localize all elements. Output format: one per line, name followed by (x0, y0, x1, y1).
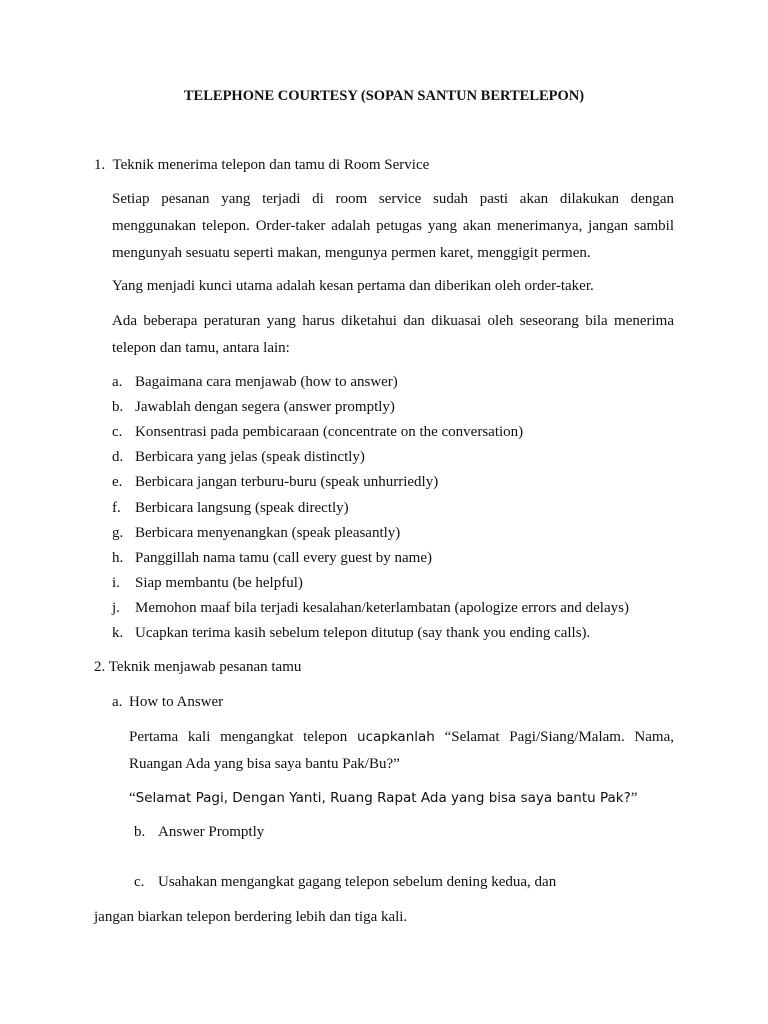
subsection-c-label: c. (134, 874, 145, 890)
list-item (112, 551, 432, 566)
list-item-label: g. (112, 524, 124, 541)
section-2-heading: 2. Teknik menjawab pesanan tamu (94, 659, 302, 675)
subsection-b-title: Answer Promptly (158, 824, 265, 840)
list-item-text: Memohon maaf bila terjadi kesalahan/keterlambatan (apologize errors and delays) (135, 599, 629, 616)
example-greeting (129, 791, 637, 806)
list-item-label: i. (112, 574, 120, 591)
list-item (112, 501, 349, 516)
section-1-heading (94, 158, 429, 173)
section-1-paragraph-1: Setiap pesanan yang terjadi di room service sudah pasti akan dilakukan dengan menggunakan telepon. Order-taker adalah petugas yang akan menerimanya, jangan sambil mengunyah sesuatu seperti makan, mengunya permen karet, menggigit permen. (112, 191, 674, 261)
subsection-b-heading (134, 825, 264, 840)
list-item-text: Konsentrasi pada pembicaraan (concentrate on the conversation) (135, 424, 524, 441)
section-1-paragraph-2: Yang menjadi kunci utama adalah kesan pertama dan diberikan oleh order-taker. (112, 278, 594, 294)
section-1-paragraph-3: Ada beberapa peraturan yang harus diketahui dan dikuasai oleh seseorang bila menerima telepon dan tamu, antara lain: (112, 313, 674, 356)
subsection-a-paragraph-part2: ucapkanlah (357, 729, 435, 745)
subsection-c-body: Usahakan mengangkat gagang telepon sebelum dening kedua, dan (158, 874, 557, 890)
list-item (112, 475, 438, 490)
list-item-label: e. (112, 474, 123, 491)
section-1-heading-text: Teknik menerima telepon dan tamu di Room Service (112, 157, 430, 173)
subsection-a-paragraph-part3: “Selamat Pagi/Siang/Malam. Nama, Ruangan Ada yang bisa saya bantu Pak/Bu?” (129, 729, 674, 772)
list-item (112, 450, 365, 465)
list-item (112, 601, 629, 616)
list-item-text: Berbicara yang jelas (speak distinctly) (135, 449, 365, 466)
list-item-text: Bagaimana cara menjawab (how to answer) (135, 374, 398, 390)
example-quote-close: ” (630, 790, 638, 806)
list-item-text: Siap membantu (be helpful) (135, 574, 303, 591)
list-item (112, 375, 398, 390)
list-item-label: b. (112, 399, 124, 416)
list-item-label: k. (112, 625, 124, 641)
list-item-label: f. (112, 499, 121, 516)
subsection-c-text (134, 875, 556, 890)
list-item-text: Jawablah dengan segera (answer promptly) (135, 399, 395, 416)
list-item (112, 576, 303, 591)
list-item (112, 400, 395, 415)
list-item-text: Berbicara langsung (speak directly) (135, 499, 349, 516)
list-item-label: d. (112, 449, 124, 466)
list-item-label: j. (112, 599, 120, 616)
list-item-label: c. (112, 424, 123, 441)
continuation-text: jangan biarkan telepon berdering lebih dan tiga kali. (94, 909, 408, 925)
section-1-number: 1. (94, 157, 106, 173)
example-greeting-text: Selamat Pagi, Dengan Yanti, Ruang Rapat Ada yang bisa saya bantu Pak? (135, 790, 631, 806)
subsection-a-label: a. (112, 694, 123, 710)
subsection-a-paragraph-part1: Pertama kali mengangkat telepon (129, 729, 358, 745)
list-item (112, 425, 523, 440)
example-quote-open: “ (129, 790, 136, 806)
subsection-a-paragraph (129, 724, 674, 778)
list-item-label: a. (112, 374, 123, 390)
subsection-a-title: How to Answer (129, 694, 224, 710)
list-item-text: Berbicara jangan terburu-buru (speak unhurriedly) (135, 474, 439, 491)
list-item (112, 626, 590, 641)
list-item-text: Ucapkan terima kasih sebelum telepon ditutup (say thank you ending calls). (135, 625, 591, 641)
list-item-label: h. (112, 549, 124, 566)
page-title: TELEPHONE COURTESY (SOPAN SANTUN BERTELEPON) (183, 88, 585, 104)
list-item-text: Berbicara menyenangkan (speak pleasantly) (135, 524, 401, 541)
list-item (112, 526, 400, 541)
list-item-text: Panggillah nama tamu (call every guest by name) (135, 549, 432, 566)
subsection-a-heading (112, 695, 223, 710)
subsection-b-label: b. (134, 824, 146, 840)
